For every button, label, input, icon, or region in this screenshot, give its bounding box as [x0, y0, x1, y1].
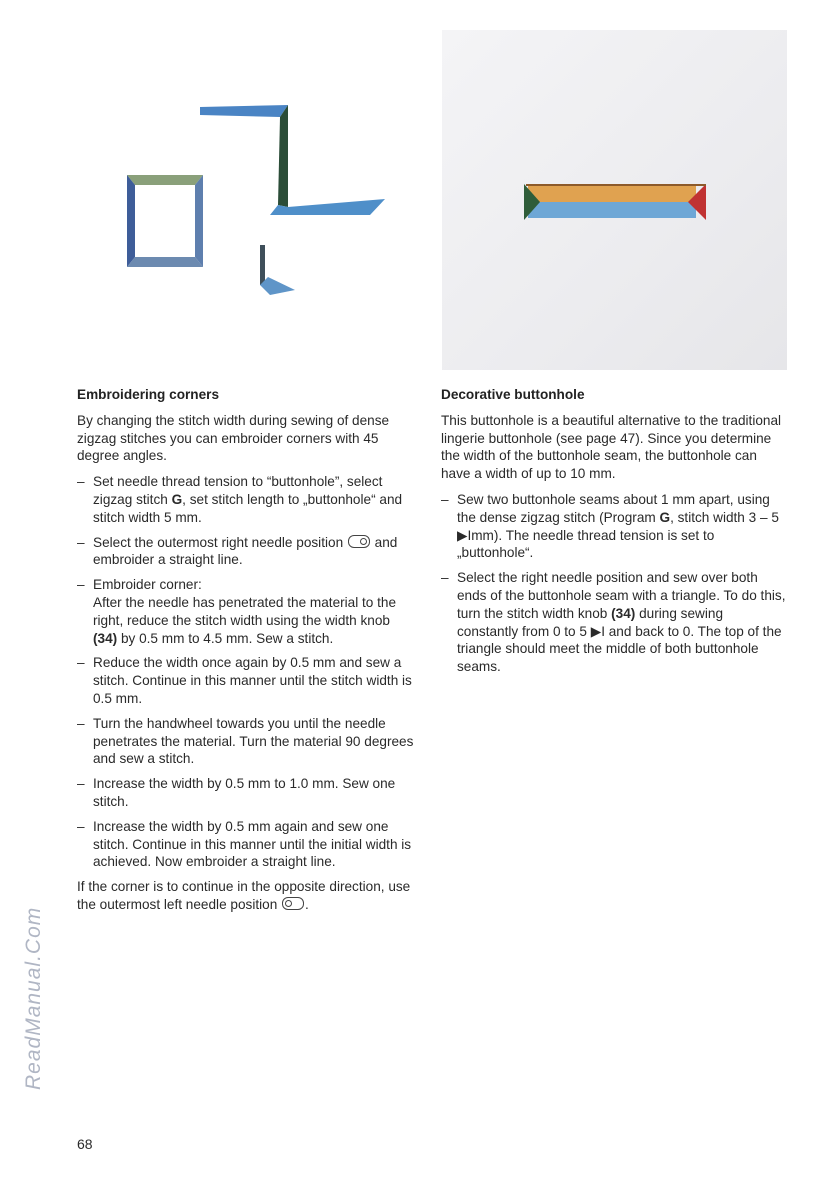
list-item: – Increase the width by 0.5 mm to 1.0 mm. Sew one stitch. [77, 775, 417, 811]
corner-sample-small [260, 245, 295, 295]
embroidering-corners-section [77, 386, 417, 922]
watermark: ReadManual.Com [22, 906, 45, 1090]
list-item: – Select the right needle position and sew over both ends of the buttonhole seam with a triangle. To do this, turn the stitch width knob (34) during sewing constantly from 0 to 5 ▶I and back to 0. The top of the triangle should meet the middle of both buttonhole seams. [441, 569, 786, 676]
corner-embroidery-illustration [110, 95, 410, 310]
list-item: – Reduce the width once again by 0.5 mm and sew a stitch. Continue in this manner until the stitch width is 0.5 mm. [77, 654, 417, 707]
section-title: Decorative buttonhole [441, 387, 585, 402]
section-title: Embroidering corners [77, 387, 220, 402]
square-frame-sample [127, 175, 203, 267]
decorative-buttonhole-section [441, 386, 786, 683]
stitch-width-max-icon: ▶I [457, 527, 472, 543]
buttonhole-photo [442, 30, 787, 370]
list-item: – Set needle thread tension to “buttonhole”, select zigzag stitch G, set stitch length to „buttonhole“ and stitch width 5 mm. [77, 473, 417, 526]
list-item: – Select the outermost right needle position and embroider a straight line. [77, 534, 417, 570]
list-item: – Increase the width by 0.5 mm again and sew one stitch. Continue in this manner until the initial width is achieved. Now embroider a straight line. [77, 818, 417, 871]
needle-position-left-icon [282, 897, 304, 910]
list-item: – Turn the handwheel towards you until the needle penetrates the material. Turn the material 90 degrees and sew a stitch. [77, 715, 417, 768]
page-number: 68 [77, 1136, 93, 1152]
needle-position-right-icon [348, 535, 370, 548]
steps-list [77, 473, 417, 871]
steps-list [441, 491, 786, 676]
intro-paragraph: This buttonhole is a beautiful alternative to the traditional lingerie buttonhole (see page 47). Since you determine the width of the buttonhole seam, the buttonhole can have a width of up to 10 mm. [441, 412, 782, 482]
outro-paragraph: If the corner is to continue in the opposite direction, use the outermost left needle position . [77, 879, 411, 912]
corner-sample-large [200, 105, 385, 215]
list-item: – Sew two buttonhole seams about 1 mm apart, using the dense zigzag stitch (Program G, stitch width 3 – 5 ▶Imm). The needle thread tension is set to „buttonhole“. [441, 491, 786, 562]
list-item: – Embroider corner: After the needle has penetrated the material to the right, reduce the stitch width using the width knob (34) by 0.5 mm to 4.5 mm. Sew a stitch. [77, 576, 417, 647]
stitch-width-max-icon: ▶I [590, 623, 605, 639]
decorative-buttonhole-illustration [520, 180, 710, 230]
intro-paragraph: By changing the stitch width during sewing of dense zigzag stitches you can embroider corners with 45 degree angles. [77, 412, 390, 464]
